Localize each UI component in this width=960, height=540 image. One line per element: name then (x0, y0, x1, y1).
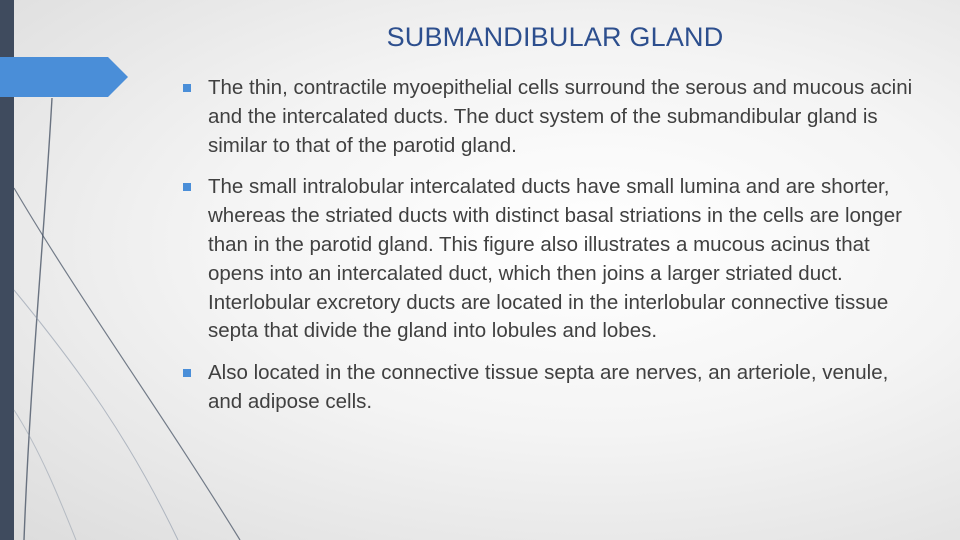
bullet-item (183, 74, 923, 160)
bullet-item (183, 359, 923, 417)
bullet-item (183, 173, 923, 346)
bullet-text: The small intralobular intercalated ducts have small lumina and are shorter, whereas the striated ducts with distinct basal striations in the cells are longer than in the parotid gland. This figure also illustrates a mucous acinus that opens into an intercalated duct, which then joins a larger striated duct. Interlobular excretory ducts are located in the interlobular connective tissue septa that divide the gland into lobules and lobes. (208, 175, 902, 343)
square-bullet-icon (183, 84, 191, 92)
bullet-list (183, 74, 923, 430)
bullet-text: The thin, contractile myoepithelial cells surround the serous and mucous acini and the intercalated ducts. The duct system of the submandibular gland is similar to that of the parotid gland. (208, 76, 913, 157)
square-bullet-icon (183, 183, 191, 191)
slide-title: SUBMANDIBULAR GLAND (386, 22, 724, 52)
square-bullet-icon (183, 369, 191, 377)
title-accent-tab (0, 57, 128, 97)
bullet-text: Also located in the connective tissue septa are nerves, an arteriole, venule, and adipose cells. (208, 361, 889, 413)
